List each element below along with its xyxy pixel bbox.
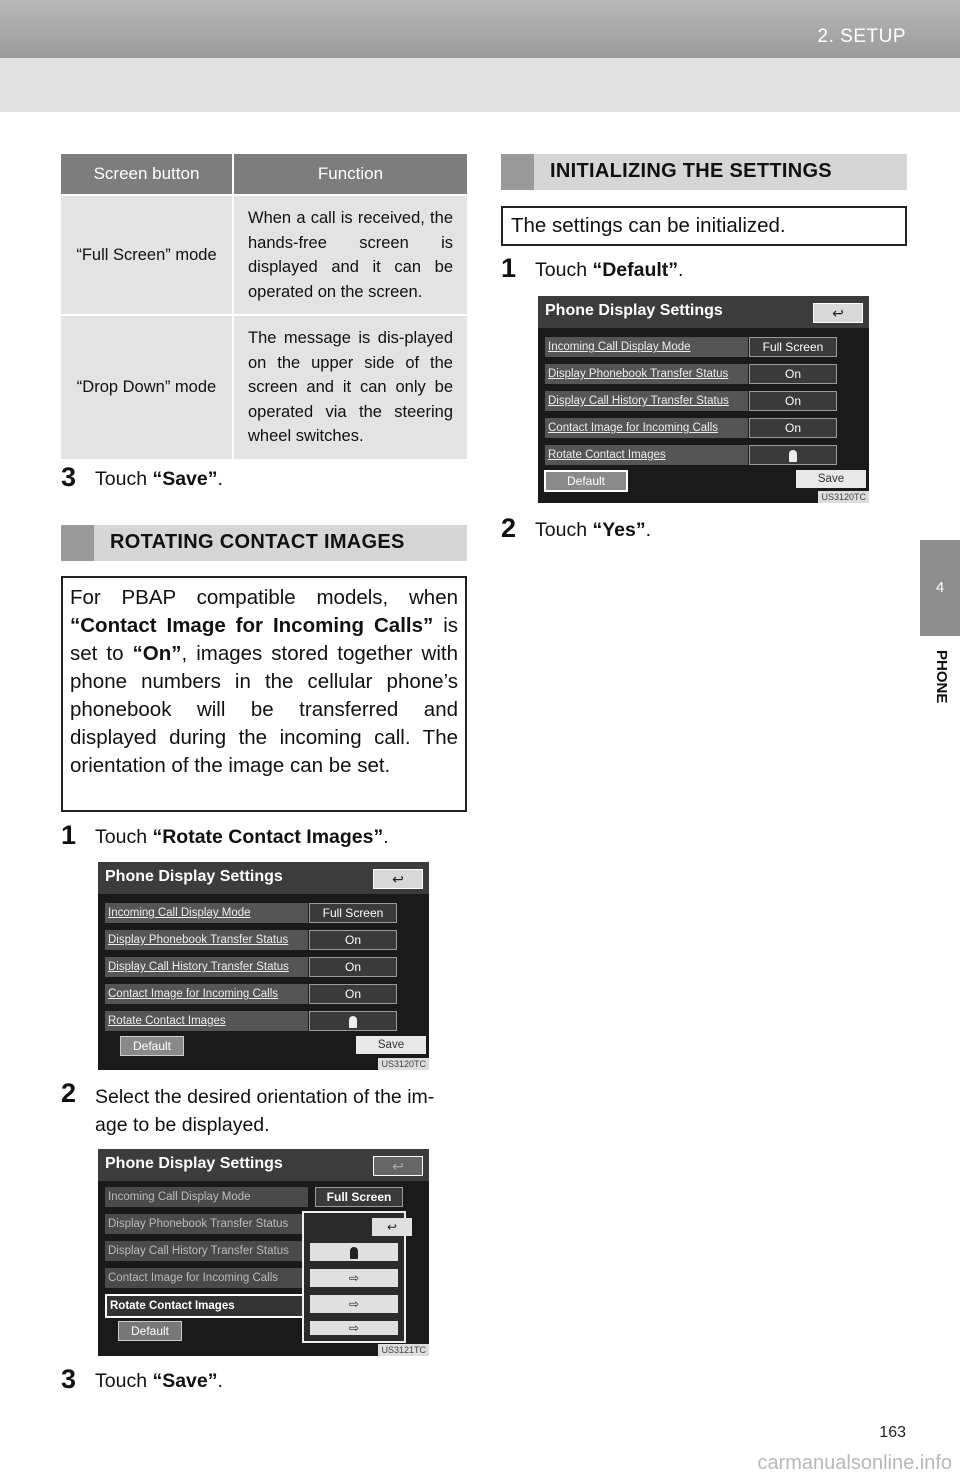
default-button[interactable]: Default: [544, 470, 628, 492]
setting-row[interactable]: Display Call History Transfer Status On: [545, 391, 837, 411]
screenshot-orientation-select: Phone Display Settings ↩ Incoming Call Display Mode Full Screen Display Phonebook Transfer Status Display Call History Transfer Status Contact Image for Incoming Calls Rotate Contact Images Default ↩ ⇨ ⇨ ⇨ US3121TC: [98, 1149, 429, 1356]
section-title: 2. SETUP: [817, 26, 906, 47]
setting-row[interactable]: Contact Image for Incoming Calls On: [545, 418, 837, 438]
setting-row: Contact Image for Incoming Calls: [105, 1268, 305, 1288]
header-band: [0, 58, 960, 112]
figure-code: US3120TC: [818, 491, 869, 503]
section-heading-init: INITIALIZING THE SETTINGS: [501, 154, 907, 190]
chapter-tab: 4: [920, 540, 960, 636]
return-arrow-icon: ↩: [392, 871, 404, 887]
setting-row: Display Phonebook Transfer Status: [105, 1214, 305, 1234]
step-select-orientation: 2 Select the desired orientation of the im- age to be displayed.: [61, 1078, 435, 1136]
setting-row-rotate-selected[interactable]: Rotate Contact Images: [105, 1294, 305, 1314]
table-cell-function: When a call is received, the hands-free screen is displayed and it can be operated on the screen.: [233, 195, 467, 315]
setting-row: Display Call History Transfer Status: [105, 1241, 305, 1261]
setting-row[interactable]: Incoming Call Display Mode Full Screen: [105, 903, 397, 923]
table-cell-button: “Full Screen” mode: [61, 195, 233, 315]
table-cell-function: The message is dis-played on the upper side of the screen and it can only be operated via the steering wheel switches.: [233, 315, 467, 459]
step-save-top: 3 Touch “Save”.: [61, 462, 223, 492]
orientation-rotate-left-button[interactable]: [310, 1321, 398, 1335]
default-button[interactable]: Default: [118, 1321, 182, 1341]
init-description-box: The settings can be initialized.: [501, 206, 907, 246]
person-icon: [349, 1016, 357, 1028]
rotate-arrow-icon: ⇨: [348, 1297, 360, 1311]
table-header-screen-button: Screen button: [61, 154, 233, 195]
step-default: 1 Touch “Default”.: [501, 253, 684, 283]
setting-row-rotate[interactable]: Rotate Contact Images: [545, 445, 837, 465]
table-cell-button: “Drop Down” mode: [61, 315, 233, 459]
person-icon: [350, 1247, 358, 1259]
setting-row[interactable]: Incoming Call Display Mode Full Screen: [545, 337, 837, 357]
figure-code: US3121TC: [378, 1344, 429, 1356]
back-button[interactable]: [373, 1156, 423, 1176]
return-arrow-icon: ↩: [392, 1158, 404, 1174]
setting-row-rotate[interactable]: Rotate Contact Images: [105, 1011, 397, 1031]
save-button[interactable]: Save: [356, 1036, 426, 1054]
step-rotate: 1 Touch “Rotate Contact Images”.: [61, 820, 389, 850]
save-button[interactable]: Save: [796, 470, 866, 488]
page-number: 163: [879, 1424, 906, 1441]
default-button[interactable]: Default: [120, 1036, 184, 1056]
rotate-arrow-icon: ⇨: [348, 1271, 360, 1285]
screenshot-phone-display-settings-default: Phone Display Settings ↩ Incoming Call Display Mode Full Screen Display Phonebook Transfer Status On Display Call History Transfer Status On Contact Image for Incoming Calls On Rotate Contact Images Default Save US3120TC: [538, 296, 869, 503]
return-arrow-icon: ↩: [386, 1220, 398, 1234]
setting-row[interactable]: Display Phonebook Transfer Status On: [105, 930, 397, 950]
chapter-label: PHONE: [933, 650, 950, 704]
screenshot-phone-display-settings: [98, 862, 429, 1070]
rotate-description-box: For PBAP compatible models, when “Contact Image for Incoming Calls” is set to “On”, images stored together with phone numbers in the cellular phone’s phonebook will be transferred and displayed during the incoming call. The orientation of the image can be set.: [61, 576, 467, 812]
function-table: [61, 154, 467, 459]
header-bar: [0, 0, 960, 58]
setting-row[interactable]: Display Phonebook Transfer Status On: [545, 364, 837, 384]
setting-row[interactable]: Display Call History Transfer Status On: [105, 957, 397, 977]
table-row: [61, 195, 467, 315]
orientation-popup: [302, 1211, 406, 1343]
back-button[interactable]: [373, 869, 423, 889]
watermark: carmanualsonline.info: [757, 1452, 952, 1474]
return-arrow-icon: ↩: [832, 305, 844, 321]
back-button[interactable]: [813, 303, 863, 323]
orientation-rotate-down-button[interactable]: [310, 1295, 398, 1313]
save-term: “Save”: [152, 468, 218, 490]
table-header-function: Function: [233, 154, 467, 195]
table-row: [61, 315, 467, 459]
orientation-upright-button[interactable]: [310, 1243, 398, 1261]
screen-title: Phone Display Settings: [105, 868, 283, 885]
rotate-arrow-icon: ⇨: [348, 1321, 360, 1335]
person-icon: [789, 450, 797, 462]
popup-back-button[interactable]: [372, 1218, 412, 1236]
figure-code: US3120TC: [378, 1058, 429, 1070]
step-number: 3: [61, 462, 77, 492]
section-heading-rotate: ROTATING CONTACT IMAGES: [61, 525, 467, 561]
step-save-bottom: 3 Touch “Save”.: [61, 1364, 223, 1394]
orientation-rotate-right-button[interactable]: [310, 1269, 398, 1287]
setting-row[interactable]: Contact Image for Incoming Calls On: [105, 984, 397, 1004]
step-yes: 2 Touch “Yes”.: [501, 513, 651, 543]
setting-row: Incoming Call Display Mode Full Screen: [105, 1187, 397, 1207]
